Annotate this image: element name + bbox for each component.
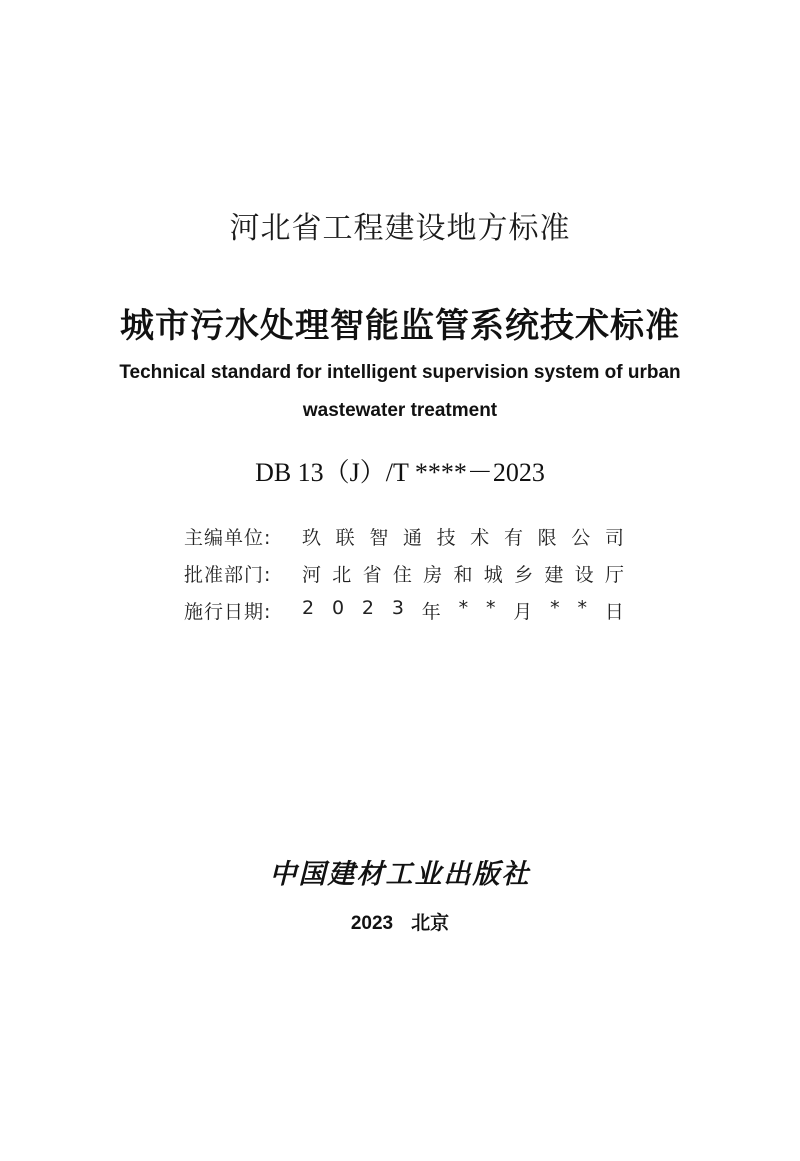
char: 设 [574, 564, 594, 586]
char: 玖 [302, 527, 322, 549]
char: * [577, 597, 587, 619]
info-label: 批准部门: [184, 564, 272, 586]
info-label: 主编单位: [184, 527, 272, 549]
char: 0 [331, 597, 345, 619]
info-table [184, 518, 624, 629]
standard-series: 河北省工程建设地方标准 [229, 211, 571, 246]
info-row-effective-date [184, 592, 624, 629]
char: 限 [537, 527, 557, 549]
char: 术 [470, 527, 490, 549]
char: 联 [335, 527, 355, 549]
char: 3 [391, 597, 404, 619]
info-row-editor [184, 518, 624, 555]
char: * [458, 597, 469, 619]
info-value [302, 560, 624, 587]
char: 通 [402, 527, 422, 549]
char: 月 [513, 601, 533, 623]
imprint [0, 908, 800, 935]
char: 有 [503, 527, 523, 549]
char: 2 [302, 597, 315, 619]
char: 和 [453, 564, 473, 586]
imprint-year: 2023 [350, 913, 394, 934]
title-english: Technical standard for intelligent supervision system of urban wastewater treatment [119, 362, 681, 421]
char: 建 [544, 564, 564, 586]
char: 年 [421, 601, 441, 623]
char: 省 [362, 564, 382, 586]
info-value [302, 597, 624, 624]
char: 司 [604, 527, 624, 549]
char: 北 [332, 564, 352, 586]
publisher-logo-text: 中国建材工业出版社 [269, 859, 531, 890]
char: 2 [361, 597, 374, 619]
char: 房 [423, 564, 443, 586]
char: 技 [436, 527, 456, 549]
standard-code: DB 13（J）/T ****－2023 [255, 458, 545, 487]
info-label: 施行日期: [184, 601, 272, 623]
char: 智 [369, 527, 389, 549]
char: 厅 [604, 564, 624, 586]
char: 河 [302, 564, 322, 586]
info-value [302, 523, 624, 550]
char: 住 [392, 564, 412, 586]
char: 公 [571, 527, 591, 549]
imprint-city: 北京 [411, 913, 450, 934]
char: 日 [604, 601, 624, 623]
char: 城 [483, 564, 503, 586]
info-row-approver [184, 555, 624, 592]
char: * [550, 597, 560, 619]
title-chinese: 城市污水处理智能监管系统技术标准 [120, 306, 680, 346]
char: 乡 [514, 564, 534, 586]
char: * [485, 597, 496, 619]
